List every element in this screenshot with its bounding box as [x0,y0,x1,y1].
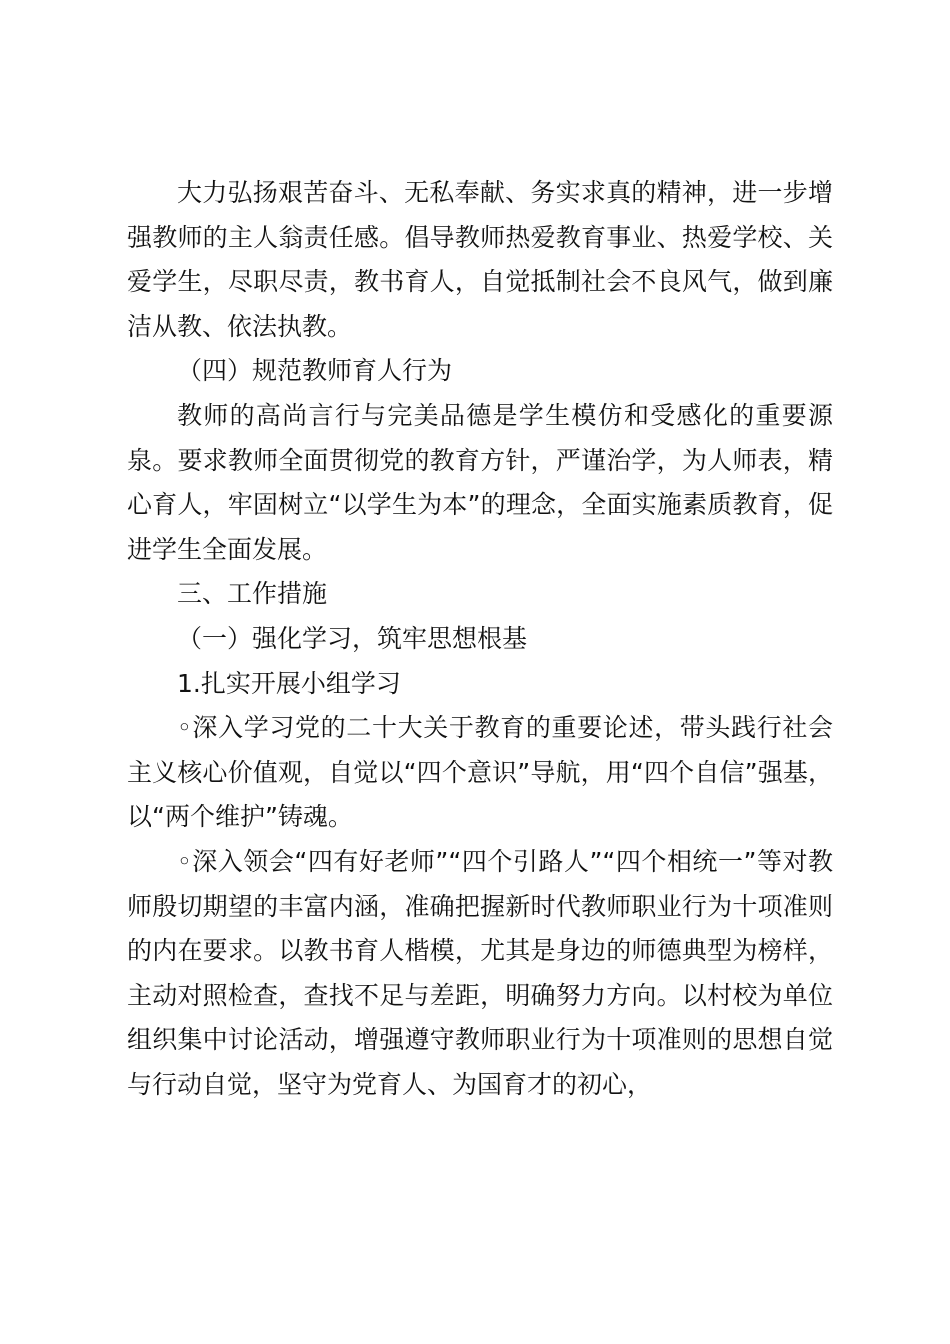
document-body [127,171,833,1107]
heading-group-study: 1.扎实开展小组学习 [177,668,401,698]
list-item-four-good-teachers: ◦深入领会“四有好老师”“四个引路人”“四个相统一”等对教师殷切期望的丰富内涵，准确把握新时代教师职业行为十项准则的内在要求。以教书育人楷模，尤其是身边的师德典型为榜样，主动对照检查，查找不足与差距，明确努力方向。以村校为单位组织集中讨论活动，增强遵守教师职业行为十项准则的思想自觉与行动自觉，坚守为党育人、为国育才的初心， [127,846,833,1099]
heading-strengthen-study: （一）强化学习，筑牢思想根基 [177,623,528,653]
paragraph-teacher-conduct: 教师的高尚言行与完美品德是学生模仿和受感化的重要源泉。要求教师全面贯彻党的教育方针，严谨治学，为人师表，精心育人，牢固树立“以学生为本”的理念，全面实施素质教育，促进学生全面发展。 [127,400,833,564]
heading-section-four: （四）规范教师育人行为 [177,356,453,386]
list-item-study-20th-congress: ◦深入学习党的二十大关于教育的重要论述，带头践行社会主义核心价值观，自觉以“四个意识”导航，用“四个自信”强基，以“两个维护”铸魂。 [127,713,833,832]
paragraph-spirit: 大力弘扬艰苦奋斗、无私奉献、务实求真的精神，进一步增强教师的主人翁责任感。倡导教师热爱教育事业、热爱学校、关爱学生，尽职尽责，教书育人，自觉抵制社会不良风气，做到廉洁从教、依法执教。 [127,178,833,341]
heading-work-measures: 三、工作措施 [177,579,328,609]
